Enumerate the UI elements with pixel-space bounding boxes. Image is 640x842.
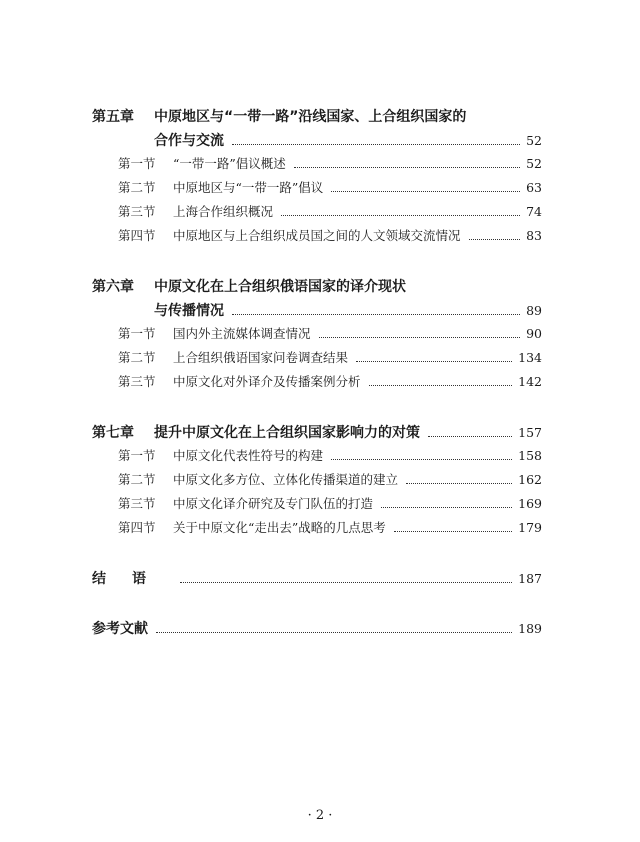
section-title: 中原地区与“一带一路”倡议 [173,180,324,195]
chapter-heading [92,276,542,300]
chapter-title-continued: 与传播情况 [154,303,224,319]
dot-leader [428,436,512,437]
dot-leader [394,531,512,532]
section-entry [92,470,542,494]
chapter-number: 第五章 [92,109,134,125]
section-title: 中原文化代表性符号的构建 [173,448,324,463]
section-entry [92,324,542,348]
section-page: 90 [526,326,542,341]
section-number: 第一节 [118,156,156,171]
section-title: 中原文化译介研究及专门队伍的打造 [173,496,374,511]
section-entry [92,226,542,250]
chapter-page: 89 [526,303,542,318]
section-number: 第一节 [118,448,156,463]
dot-leader [331,459,512,460]
conclusion-label: 结语 [92,571,172,587]
section-title: 关于中原文化“走出去”战略的几点思考 [173,520,386,535]
chapter-title: 中原地区与“一带一路”沿线国家、上合组织国家的 [154,109,467,125]
section-entry [92,348,542,372]
section-entry [92,202,542,226]
dot-leader [406,483,512,484]
section-page: 158 [518,448,542,463]
dot-leader [469,239,521,240]
chapter-heading [92,422,542,446]
section-number: 第三节 [118,496,156,511]
chapter-7 [92,422,542,542]
dot-leader [356,361,512,362]
section-entry [92,494,542,518]
references-label: 参考文献 [92,621,148,637]
section-entry [92,178,542,202]
section-title: “一带一路”倡议概述 [173,156,286,171]
section-title: 上海合作组织概况 [173,204,274,219]
chapter-heading-continued [92,130,542,154]
section-number: 第三节 [118,204,156,219]
section-page: 63 [526,180,542,195]
chapter-heading [92,106,542,130]
section-number: 第一节 [118,326,156,341]
section-number: 第二节 [118,472,156,487]
section-number: 第三节 [118,374,156,389]
dot-leader [331,191,520,192]
section-page: 142 [518,374,542,389]
table-of-contents [92,106,542,668]
section-number: 第二节 [118,350,156,365]
page-number: · 2 · [307,808,333,823]
chapter-page: 157 [518,425,542,440]
section-entry [92,518,542,542]
references-entry [92,618,542,642]
section-entry [92,446,542,470]
dot-leader [369,385,513,386]
dot-leader [381,507,512,508]
chapter-5 [92,106,542,250]
section-page: 179 [518,520,542,535]
conclusion-line [92,568,542,592]
dot-leader [319,337,521,338]
chapter-6 [92,276,542,396]
chapter-title-continued: 合作与交流 [154,133,224,149]
dot-leader [232,144,520,145]
section-entry [92,372,542,396]
conclusion-page: 187 [518,571,542,586]
references-page: 189 [518,621,542,636]
chapter-page: 52 [526,133,542,148]
chapter-number: 第六章 [92,279,134,295]
section-title: 国内外主流媒体调查情况 [173,326,311,341]
section-number: 第四节 [118,520,156,535]
section-title: 中原文化多方位、立体化传播渠道的建立 [173,472,399,487]
section-page: 74 [526,204,542,219]
section-page: 83 [526,228,542,243]
dot-leader [156,632,512,633]
chapter-heading-continued [92,300,542,324]
section-title: 中原地区与上合组织成员国之间的人文领域交流情况 [173,228,461,243]
chapter-title: 中原文化在上合组织俄语国家的译介现状 [154,279,406,295]
chapter-title: 提升中原文化在上合组织国家影响力的对策 [154,425,420,441]
section-page: 162 [518,472,542,487]
dot-leader [180,582,512,583]
section-title: 中原文化对外译介及传播案例分析 [173,374,361,389]
section-title: 上合组织俄语国家问卷调查结果 [173,350,349,365]
conclusion-entry [92,568,542,592]
references-line [92,618,542,642]
dot-leader [281,215,520,216]
section-page: 169 [518,496,542,511]
chapter-number: 第七章 [92,425,134,441]
section-page: 52 [526,156,542,171]
section-page: 134 [518,350,542,365]
dot-leader [232,314,520,315]
section-number: 第四节 [118,228,156,243]
dot-leader [294,167,520,168]
section-entry [92,154,542,178]
section-number: 第二节 [118,180,156,195]
